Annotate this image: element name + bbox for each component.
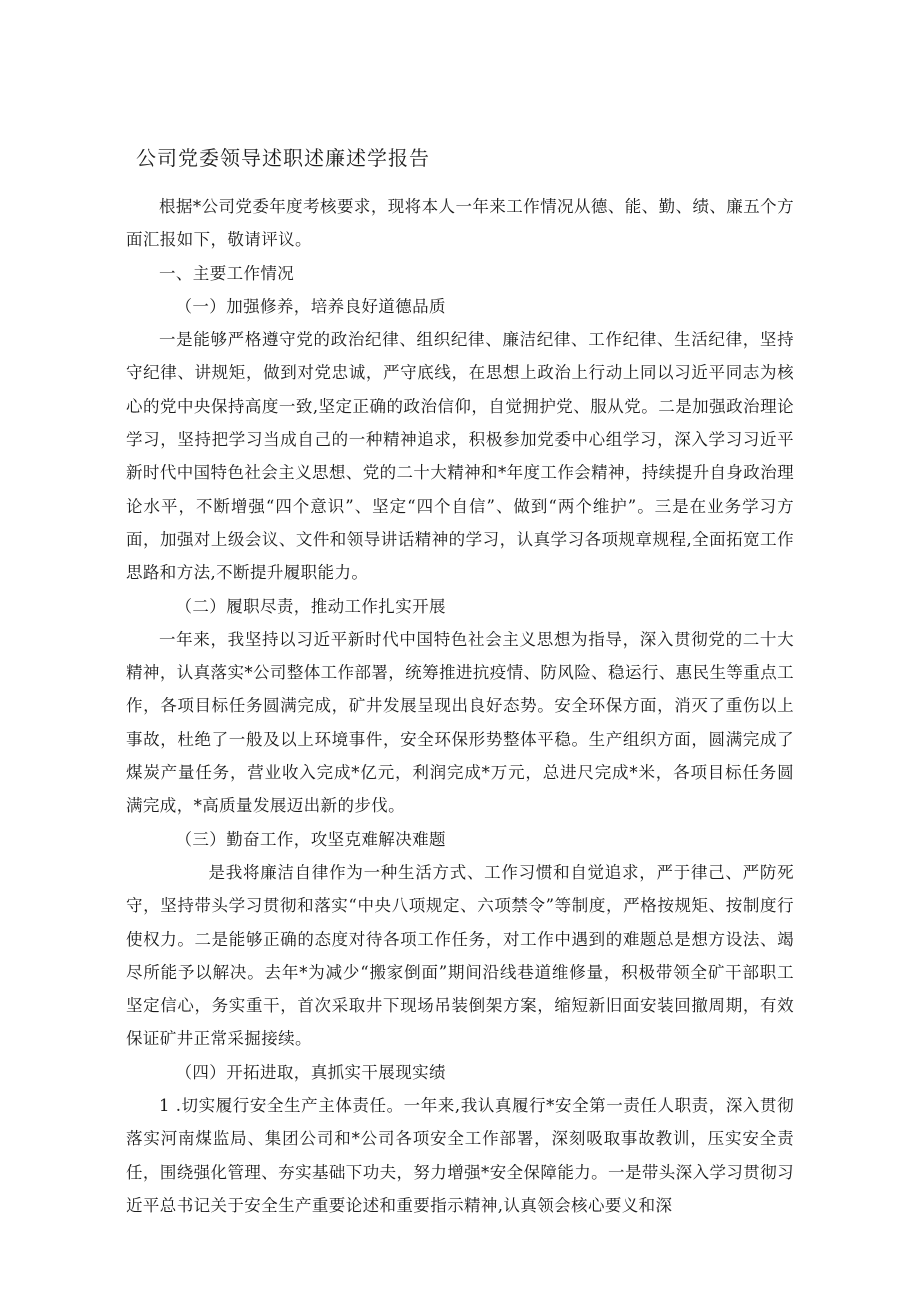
subheading-duty: （二）履职尽责，推动工作扎实开展	[175, 596, 446, 616]
section-heading-main-work: 一、主要工作情况	[159, 263, 295, 283]
subheading-diligence: （三）勤奋工作，攻坚克难解决难题	[175, 829, 446, 849]
paragraph-safety-responsibility: 1 .切实履行安全生产主体责任。一年来,我认真履行*安全第一责任人职责，深入贯彻落实河南煤监局、集团公司和*公司各项安全工作部署，深刻吸取事故教训，压实安全责任，围绕强化管理、夯实基础下功夫，努力增强*安全保障能力。一是带头深入学习贯彻习近平总书记关于安全生产重要论述和重要指示精神,认真领会核心要义和深	[126, 1096, 794, 1215]
subheading-pioneering: （四）开拓进取，真抓实干展现实绩	[175, 1062, 446, 1082]
paragraph-discipline: 一是能够严格遵守党的政治纪律、组织纪律、廉洁纪律、工作纪律、生活纪律，坚持守纪律、讲规矩，做到对党忠诚，严守底线，在思想上政治上行动上同以习近平同志为核心的党中央保持高度一致,坚定正确的政治信仰，自觉拥护党、服从党。二是加强政治理论学习，坚持把学习当成自己的一种精神追求，积极参加党委中心组学习，深入学习习近平新时代中国特色社会主义思想、党的二十大精神和*年度工作会精神，持续提升自身政治理论水平，不断增强“四个意识”、坚定“四个自信”、做到“两个维护”。三是在业务学习方面，加强对上级会议、文件和领导讲话精神的学习，认真学习各项规章规程,全面拓宽工作思路和方法,不断提升履职能力。	[126, 330, 794, 583]
subheading-cultivation: （一）加强修养，培养良好道德品质	[175, 296, 446, 316]
document-title: 公司党委领导述职述廉述学报告	[136, 146, 430, 170]
paragraph-integrity: 是我将廉洁自律作为一种生活方式、工作习惯和自觉追求，严于律己、严防死守，坚持带头学习贯彻和落实“中央八项规定、六项禁令”等制度，严格按规矩、按制度行使权力。二是能够正确的态度对待各项工作任务，对工作中遇到的难题总是想方设法、竭尽所能予以解决。去年*为减少“搬家倒面”期间沿线巷道维修量，积极带领全矿干部职工坚定信心，务实重干，首次采取井下现场吊装倒架方案，缩短新旧面安装回撤周期，有效保证矿井正常采掘接续。	[126, 862, 794, 1049]
document-body	[126, 190, 794, 1222]
paragraph-intro: 根据*公司党委年度考核要求，现将本人一年来工作情况从德、能、勤、绩、廉五个方面汇报如下，敬请评议。	[126, 197, 794, 250]
paragraph-annual-work: 一年来，我坚持以习近平新时代中国特色社会主义思想为指导，深入贯彻党的二十大精神，认真落实*公司整体工作部署，统筹推进抗疫情、防风险、稳运行、惠民生等重点工作，各项目标任务圆满完成，矿井发展呈现出良好态势。安全环保方面，消灭了重伤以上事故，杜绝了一般及以上环境事件，安全环保形势整体平稳。生产组织方面，圆满完成了煤炭产量任务，营业收入完成*亿元，利润完成*万元，总进尺完成*米，各项目标任务圆满完成，*高质量发展迈出新的步伐。	[126, 629, 794, 816]
